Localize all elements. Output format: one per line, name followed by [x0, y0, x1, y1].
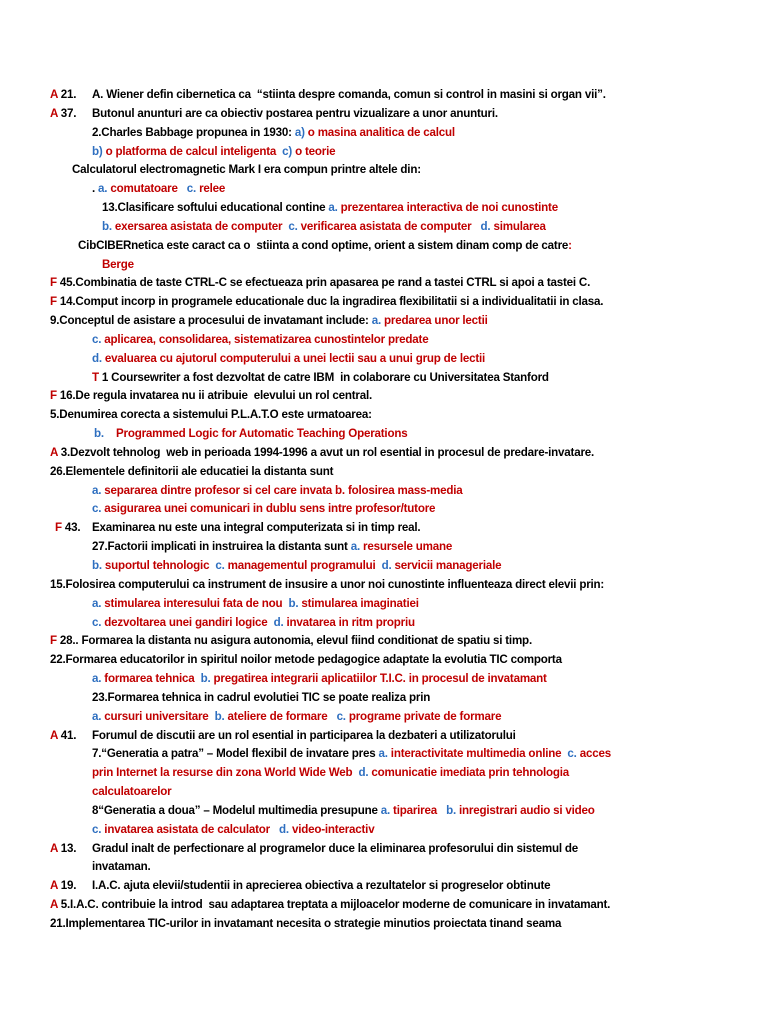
answer-key-marker: A — [50, 898, 58, 912]
answer-text: evaluarea cu ajutorul computerului a unei lectii sau a unui grup de lectii — [101, 351, 486, 365]
option-letter: b. — [102, 219, 112, 233]
option-letter: c. — [215, 559, 225, 572]
question-text: 19. — [57, 879, 77, 893]
question-text: A. Wiener defin cibernetica ca “stiinta despre comanda, comun si control in masini si organ vii”. — [92, 88, 606, 101]
answer-text: formarea tehnica — [101, 672, 201, 686]
option-letter: c. — [186, 182, 197, 196]
question-text: 9.Conceptul de asistare a procesului de invatamant include: — [50, 314, 372, 328]
document-line — [50, 727, 516, 745]
answer-text: predarea unor lectii — [381, 314, 488, 328]
document-line — [50, 86, 606, 104]
document-line — [92, 180, 225, 198]
option-letter: a. — [92, 709, 102, 723]
document-line — [50, 406, 372, 424]
answer-text: managementul programului — [224, 559, 382, 572]
question-text: Calculatorul electromagnetic Mark I era compun printre altele din: — [72, 163, 421, 177]
question-text: 37. — [57, 106, 77, 120]
document-line — [92, 557, 501, 575]
answer-key-marker: A — [50, 879, 58, 893]
question-text: 16.De regula invatarea nu ii atribuie elevului un rol central. — [56, 389, 373, 403]
option-letter: b. — [288, 596, 299, 610]
answer-key-marker: A — [50, 106, 58, 120]
document-line — [92, 143, 335, 161]
item-number-group — [50, 840, 92, 858]
question-text: 1 Coursewriter a fost dezvoltat de catre IBM in colaborare cu Universitatea Stanford — [98, 370, 549, 384]
question-text: 13. — [57, 841, 77, 855]
answer-text: o masina analitica de calcul — [304, 125, 455, 139]
document-line — [50, 840, 578, 858]
option-letter: a. — [92, 483, 102, 497]
answer-key-marker: F — [50, 295, 57, 309]
option-letter: c. — [92, 822, 102, 836]
option-letter: a. — [92, 596, 102, 610]
question-text: 23.Formarea tehnica in cadrul evolutiei TIC se poate realiza prin — [92, 690, 431, 704]
answer-text: calculatoarelor — [92, 785, 172, 799]
document-line — [92, 708, 501, 726]
answer-text: separarea dintre profesor si cel care invata b. folosirea mass-media — [101, 483, 463, 497]
document-line — [50, 274, 590, 292]
document-line — [102, 218, 546, 236]
answer-text: cursuri universitare — [101, 709, 215, 723]
answer-text: simularea — [490, 219, 546, 233]
document-line — [92, 538, 452, 556]
answer-text: prin Internet la resurse din zona World Wide Web — [92, 766, 359, 780]
document-line — [92, 764, 569, 782]
option-letter: a. — [92, 672, 102, 686]
answer-key-marker: F — [50, 276, 57, 290]
option-letter: c. — [336, 709, 346, 723]
question-text: 43. — [61, 521, 81, 535]
question-text: 5.I.A.C. contribuie la introd sau adaptarea treptata a mijloacelor moderne de comunicare in invatamant. — [57, 898, 611, 912]
document-line — [92, 500, 435, 518]
document-line — [92, 745, 611, 763]
option-letter: c. — [92, 502, 102, 516]
option-letter: b. — [200, 672, 211, 686]
option-letter: d. — [358, 766, 369, 780]
answer-text: exersarea asistata de computer — [111, 219, 289, 233]
answer-text: Programmed Logic for Automatic Teaching Operations — [103, 427, 408, 441]
document-line — [50, 915, 561, 933]
question-text: 2.Charles Babbage propunea in 1930: — [92, 125, 295, 139]
document-line — [55, 519, 420, 537]
option-letter: a. — [380, 803, 391, 817]
document-line — [92, 614, 415, 632]
document-line — [72, 161, 421, 179]
answer-text: resursele umane — [359, 540, 453, 554]
option-letter: b. — [446, 803, 456, 817]
question-text: 26.Elementele definitorii ale educatiei la distanta sunt — [50, 464, 334, 478]
document-line — [92, 331, 428, 349]
document-line — [92, 670, 547, 688]
answer-text: ateliere de formare — [224, 709, 337, 723]
answer-text: verificarea asistata de computer — [297, 219, 481, 233]
answer-key-marker: F — [55, 521, 62, 535]
answer-text: prezentarea interactiva de noi cunostinte — [337, 201, 558, 215]
answer-text: asigurarea unei comunicari in dublu sens intre profesor/tutore — [101, 502, 436, 516]
option-letter: d. — [381, 559, 392, 572]
question-text: 5.Denumirea corecta a sistemului P.L.A.T.O este urmatoarea: — [50, 408, 372, 422]
question-text: Gradul inalt de perfectionare al programelor duce la eliminarea profesorului din sistemul de — [92, 841, 579, 855]
answer-text: : — [568, 238, 572, 252]
question-text: CibCIBERnetica este caract ca o stiinta a cond optime, orient a sistem dinam comp de catre — [78, 238, 569, 252]
answer-text: invatarea asistata de calculator — [101, 822, 280, 836]
document-line — [92, 369, 549, 387]
question-text: 7.“Generatia a patra” – Model flexibil de invatare pres — [92, 747, 379, 761]
question-text: . — [92, 182, 99, 196]
option-letter: d. — [273, 615, 284, 629]
option-letter: d. — [480, 219, 491, 233]
question-text: 27.Factorii implicati in instruirea la distanta sunt — [92, 540, 351, 554]
option-letter: a. — [371, 314, 382, 328]
document-line — [50, 312, 488, 330]
question-text: 8“Generatia a doua” – Modelul multimedia presupune — [92, 803, 381, 817]
answer-text: comutatoare — [107, 182, 187, 196]
answer-text: video-interactiv — [288, 822, 375, 836]
option-letter: c. — [567, 747, 577, 761]
item-number-group — [50, 86, 92, 104]
answer-key-marker: A — [50, 728, 58, 742]
option-letter: c) — [282, 144, 293, 158]
document-line — [92, 858, 151, 876]
document-line — [94, 425, 407, 443]
question-text: Butonul anunturi are ca obiectiv postarea pentru vizualizare a unor anunturi. — [92, 106, 498, 120]
answer-text: pregatirea integrarii aplicatiilor T.I.C. in procesul de invatamant — [210, 672, 547, 686]
answer-text: relee — [196, 182, 226, 196]
document-line — [92, 802, 595, 820]
option-letter: b. — [214, 709, 225, 723]
question-text: 22.Formarea educatorilor in spiritul noilor metode pedagogice adaptate la evolutia TIC comporta — [50, 653, 562, 667]
answer-text: servicii manageriale — [391, 559, 502, 572]
document-line — [50, 105, 498, 123]
question-text: I.A.C. ajuta elevii/studentii in aprecierea obiectiva a rezultatelor si progreselor obtinute — [92, 879, 551, 893]
answer-text: o platforma de calcul inteligenta — [102, 144, 283, 158]
document-line — [92, 821, 374, 839]
question-text: 28.. Formarea la distanta nu asigura autonomia, elevul fiind conditionat de spatiu si timp. — [56, 634, 532, 648]
answer-text: Berge — [102, 257, 134, 271]
answer-key-marker: F — [50, 389, 57, 403]
option-letter: b) — [92, 144, 103, 158]
answer-text: inregistrari audio si video — [455, 803, 595, 817]
question-text: 3.Dezvolt tehnolog web in perioada 1994-1996 a avut un rol esential in procesul de predare-invatare. — [57, 445, 595, 459]
option-letter: c. — [288, 219, 298, 233]
item-number-group — [50, 105, 92, 123]
answer-text: interactivitate multimedia online — [387, 747, 568, 761]
document-line — [50, 877, 550, 895]
option-letter: a) — [294, 125, 305, 139]
question-text: 14.Comput incorp in programele educationale duc la ingradirea flexibilitatii si a individualitatii in clasa. — [56, 295, 604, 309]
item-number-group — [50, 877, 92, 895]
document-line — [50, 651, 562, 669]
answer-text: programe private de formare — [345, 709, 502, 723]
answer-text: suportul tehnologic — [101, 559, 216, 572]
question-text: 15.Folosirea computerului ca instrument de insusire a unor noi cunostinte influenteaza direct elevii prin: — [50, 577, 605, 591]
answer-text: tiparirea — [390, 803, 447, 817]
option-letter: d. — [279, 822, 289, 836]
document-line — [102, 256, 134, 274]
document-line — [92, 595, 419, 613]
document-line — [50, 444, 594, 462]
question-text: 41. — [57, 728, 77, 742]
option-letter: a. — [350, 540, 360, 554]
answer-key-marker: A — [50, 88, 58, 101]
answer-key-marker: F — [50, 634, 57, 648]
document-line — [92, 124, 455, 142]
option-letter: d. — [92, 351, 102, 365]
document-line — [50, 463, 333, 481]
document-line — [92, 482, 463, 500]
item-number-group — [50, 727, 92, 745]
document-line — [50, 632, 532, 650]
option-letter: a. — [328, 201, 338, 215]
answer-text: dezvoltarea unei gandiri logice — [101, 615, 274, 629]
answer-key-marker: T — [92, 370, 99, 384]
option-letter: b. — [92, 559, 102, 572]
question-text: 13.Clasificare softului educational contine — [102, 201, 329, 215]
question-text: Forumul de discutii are un rol esential in participarea la dezbateri a utilizatorului — [92, 728, 516, 742]
option-letter: c. — [92, 332, 102, 346]
option-letter: c. — [92, 615, 102, 629]
document-line — [92, 783, 171, 801]
document-line — [50, 576, 604, 594]
answer-text: stimularea imaginatiei — [298, 596, 419, 610]
document-line — [102, 199, 558, 217]
item-number-group — [55, 519, 92, 537]
option-letter: b. — [94, 427, 104, 441]
answer-text: aplicarea, consolidarea, sistematizarea cunostintelor predate — [101, 332, 429, 346]
answer-text: stimularea interesului fata de nou — [101, 596, 289, 610]
document-line — [92, 689, 430, 707]
document-line — [78, 237, 572, 255]
answer-text: invatarea in ritm propriu — [283, 615, 415, 629]
answer-text: acces — [576, 747, 611, 761]
question-text: 45.Combinatia de taste CTRL-C se efectueaza prin apasarea pe rand a tastei CTRL si apoi a tastei C. — [56, 276, 591, 290]
answer-key-marker: A — [50, 445, 58, 459]
document-line — [50, 293, 603, 311]
answer-text: comunicatie imediata prin tehnologia — [368, 766, 570, 780]
option-letter: a. — [98, 182, 108, 196]
option-letter: a. — [378, 747, 388, 761]
answer-key-marker: A — [50, 841, 58, 855]
question-text: Examinarea nu este una integral computerizata si in timp real. — [92, 521, 421, 535]
document-line — [50, 387, 372, 405]
question-text: invataman. — [92, 860, 151, 874]
answer-text: o teorie — [292, 144, 336, 158]
document-line — [50, 896, 610, 914]
question-text: 21. — [57, 88, 77, 101]
document-line — [92, 350, 485, 368]
question-text: 21.Implementarea TIC-urilor in invatamant necesita o strategie minutios proiectata tinand seama — [50, 916, 562, 930]
